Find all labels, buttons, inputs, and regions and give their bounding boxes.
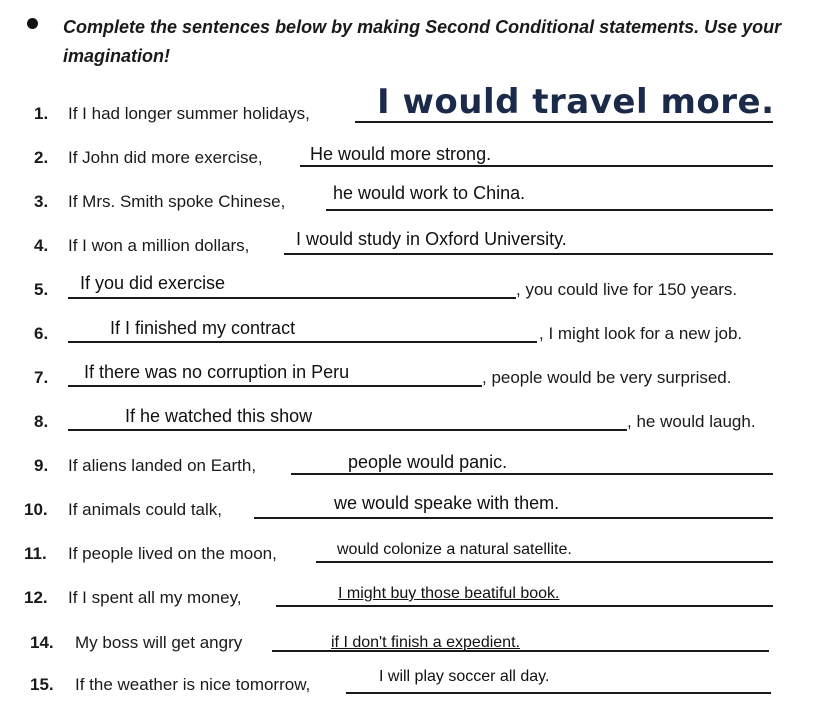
sentence-prompt: If animals could talk, — [68, 500, 223, 519]
answer-line — [316, 561, 773, 563]
sentence-row — [0, 484, 837, 528]
answer-text: we would speake with them. — [334, 493, 560, 513]
answer-text: would colonize a natural satellite. — [337, 541, 572, 558]
sentence-row — [0, 132, 837, 176]
answer-text: If I finished my contract — [110, 318, 296, 338]
sentence-row — [0, 528, 837, 572]
answer-line — [300, 165, 773, 167]
sentence-row — [0, 220, 837, 264]
sentence-row — [0, 440, 837, 484]
sentence-prompt: If people lived on the moon, — [68, 544, 277, 563]
item-number: 3. — [34, 192, 49, 211]
item-number: 14. — [30, 633, 54, 652]
answer-line — [291, 473, 773, 475]
item-number: 7. — [34, 368, 49, 387]
sentence-row — [0, 396, 837, 440]
answer-line — [326, 209, 773, 211]
sentence-suffix: , you could live for 150 years. — [516, 280, 738, 299]
item-number: 8. — [34, 412, 49, 431]
item-number: 11. — [24, 544, 47, 563]
answer-text: If you did exercise — [80, 273, 226, 293]
instructions: Complete the sentences below by making Second Conditional statements. Use your imagination! — [63, 17, 782, 66]
answer-line — [68, 341, 537, 343]
answer-text: I might buy those beatiful book. — [338, 585, 560, 602]
item-number: 4. — [34, 236, 49, 255]
answer-line — [68, 429, 627, 431]
sentence-prompt: If the weather is nice tomorrow, — [75, 675, 311, 694]
sentence-prompt: If I spent all my money, — [68, 588, 242, 607]
item-number: 12. — [24, 588, 48, 607]
sentence-prompt: If John did more exercise, — [68, 148, 263, 167]
sentence-suffix: , I might look for a new job. — [539, 324, 743, 343]
answer-text: people would panic. — [348, 452, 508, 472]
answer-line — [68, 297, 516, 299]
answer-line — [284, 253, 773, 255]
item-number: 15. — [30, 675, 54, 694]
item-number: 1. — [34, 104, 49, 123]
answer-line — [346, 692, 771, 694]
answer-text: He would more strong. — [310, 144, 492, 164]
sentence-prompt: My boss will get angry — [75, 633, 243, 652]
sentence-prompt: If Mrs. Smith spoke Chinese, — [68, 192, 286, 211]
sentence-row — [0, 176, 837, 220]
sentence-prompt: If I won a million dollars, — [68, 236, 250, 255]
item-number: 10. — [24, 500, 48, 519]
sentence-row — [0, 264, 837, 308]
sentence-row — [0, 659, 837, 703]
sentence-row — [0, 572, 837, 616]
answer-text: If he watched this show — [125, 406, 313, 426]
answer-text: I would study in Oxford University. — [296, 229, 567, 249]
sentence-row — [0, 82, 837, 132]
answer-line — [254, 517, 773, 519]
answer-text: I will play soccer all day. — [379, 668, 550, 685]
sentence-row — [0, 352, 837, 396]
sentence-row — [0, 308, 837, 352]
answer-text: if I don't finish a expedient. — [331, 634, 520, 651]
sentence-suffix: , people would be very surprised. — [482, 368, 732, 387]
item-number: 9. — [34, 456, 49, 475]
answer-text: If there was no corruption in Peru — [84, 362, 350, 382]
answer-text: he would work to China. — [333, 183, 526, 203]
sentence-prompt: If I had longer summer holidays, — [68, 104, 310, 123]
item-number: 5. — [34, 280, 49, 299]
answer-text: I would travel more. — [377, 82, 775, 122]
bullet-icon — [27, 18, 38, 29]
item-number: 2. — [34, 148, 49, 167]
sentence-row — [0, 617, 837, 661]
sentence-suffix: , he would laugh. — [627, 412, 756, 431]
item-number: 6. — [34, 324, 49, 343]
sentence-prompt: If aliens landed on Earth, — [68, 456, 257, 475]
answer-line — [276, 605, 773, 607]
answer-line — [68, 385, 482, 387]
